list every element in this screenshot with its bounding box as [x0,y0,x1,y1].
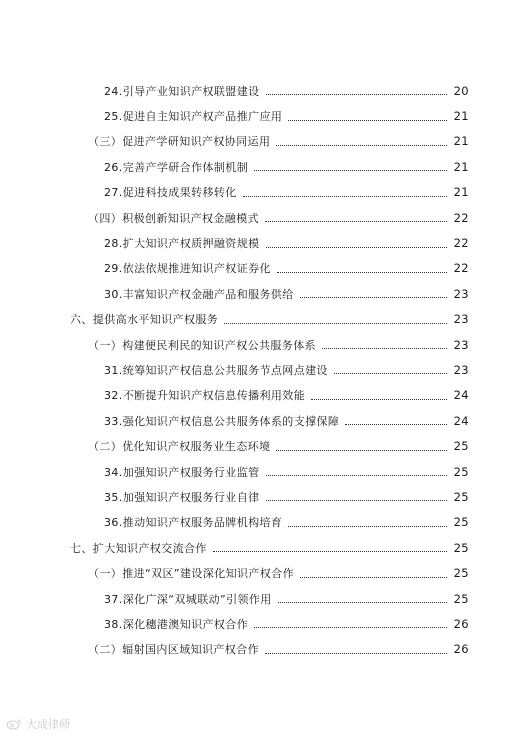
toc-entry-page-number: 25 [453,540,469,555]
watermark [6,716,70,732]
toc-dot-leader [266,499,448,501]
toc-entry[interactable] [0,535,522,560]
toc-dot-leader [345,423,447,425]
toc-dot-leader [300,576,447,578]
toc-entry-title: 31.统筹知识产权信息公共服务节点网点建设 [104,363,328,377]
toc-entry-title: 27.促进科技成果转移转化 [104,186,237,200]
toc-entry[interactable] [0,611,522,636]
toc-entry[interactable] [0,637,522,662]
toc-entry[interactable] [0,484,522,509]
toc-entry-page-number: 21 [453,185,469,200]
watermark-text: 大成律师 [26,718,70,731]
toc-entry[interactable] [0,510,522,535]
toc-entry[interactable] [0,230,522,255]
toc-entry[interactable] [0,256,522,281]
toc-entry[interactable] [0,408,522,433]
toc-dot-leader [288,119,447,121]
toc-entry[interactable] [0,357,522,382]
toc-entry[interactable] [0,307,522,332]
toc-entry-title: 25.促进自主知识产权产品推广应用 [104,110,283,124]
toc-entry-page-number: 23 [453,286,469,301]
toc-entry[interactable] [0,154,522,179]
toc-entry-title: 30.丰富知识产权金融产品和服务供给 [104,287,294,301]
toc-entry[interactable] [0,129,522,154]
toc-entry-title: （三）促进产学研知识产权协同运用 [88,135,271,149]
toc-dot-leader [254,626,447,628]
toc-dot-leader [334,372,447,374]
toc-entry[interactable] [0,586,522,611]
table-of-contents [0,78,522,662]
toc-entry-page-number: 25 [453,464,469,479]
toc-entry-title: （二）辐射国内区域知识产权合作 [88,643,259,657]
toc-entry-page-number: 23 [453,312,469,327]
toc-entry[interactable] [0,459,522,484]
toc-entry[interactable] [0,205,522,230]
toc-entry-title: 七、扩大知识产权交流合作 [70,541,207,555]
toc-dot-leader [278,601,447,603]
toc-entry-page-number: 21 [453,159,469,174]
toc-entry-title: （二）优化知识产权服务业生态环境 [88,440,271,454]
toc-entry-title: 34.加强知识产权服务行业监管 [104,465,260,479]
toc-entry-page-number: 26 [453,616,469,631]
toc-entry[interactable] [0,103,522,128]
toc-entry[interactable] [0,383,522,408]
toc-entry-title: 33.强化知识产权信息公共服务体系的支撑保障 [104,414,340,428]
toc-entry-page-number: 25 [453,566,469,581]
toc-entry-page-number: 21 [453,109,469,124]
toc-entry-title: 28.扩大知识产权质押融资规模 [104,237,260,251]
toc-dot-leader [288,525,447,527]
toc-entry-page-number: 24 [453,413,469,428]
toc-dot-leader [277,271,447,273]
toc-entry-page-number: 25 [453,591,469,606]
toc-entry-page-number: 25 [453,489,469,504]
weibo-icon [6,718,22,730]
toc-dot-leader [266,474,448,476]
toc-entry-page-number: 21 [453,134,469,149]
toc-entry-page-number: 25 [453,439,469,454]
toc-entry-title: （四）积极创新知识产权金融模式 [88,211,259,225]
toc-dot-leader [243,195,447,197]
toc-entry[interactable] [0,560,522,585]
toc-entry-title: 六、提供高水平知识产权服务 [70,313,219,327]
toc-entry-title: （一）构建便民利民的知识产权公共服务体系 [88,338,316,352]
toc-entry-title: 29.依法依规推进知识产权证券化 [104,262,271,276]
toc-dot-leader [224,322,447,324]
toc-entry-title: 35.加强知识产权服务行业自律 [104,490,260,504]
toc-dot-leader [213,550,447,552]
toc-entry-title: 26.完善产学研合作体制机制 [104,160,249,174]
toc-dot-leader [254,169,447,171]
toc-entry[interactable] [0,332,522,357]
toc-entry-title: 37.深化广深“双城联动”引领作用 [104,592,272,606]
toc-dot-leader [276,449,447,451]
toc-dot-leader [322,347,447,349]
toc-entry-page-number: 23 [453,337,469,352]
toc-entry[interactable] [0,78,522,103]
toc-entry-page-number: 22 [453,236,469,251]
toc-entry-page-number: 24 [453,388,469,403]
toc-dot-leader [266,93,448,95]
toc-dot-leader [265,652,447,654]
toc-entry-title: 32.不断提升知识产权信息传播利用效能 [104,389,306,403]
toc-entry-page-number: 22 [453,261,469,276]
toc-entry-title: 24.引导产业知识产权联盟建设 [104,84,260,98]
toc-dot-leader [276,144,447,146]
toc-entry[interactable] [0,281,522,306]
toc-entry-title: 38.深化穗港澳知识产权合作 [104,617,249,631]
toc-dot-leader [265,220,447,222]
toc-entry-page-number: 25 [453,515,469,530]
toc-entry-page-number: 20 [453,83,469,98]
toc-entry-page-number: 26 [453,642,469,657]
toc-entry-page-number: 22 [453,210,469,225]
toc-entry[interactable] [0,180,522,205]
toc-dot-leader [266,246,448,248]
toc-entry[interactable] [0,433,522,458]
toc-entry-title: 36.推动知识产权服务品牌机构培育 [104,516,283,530]
toc-entry-title: （一）推进“双区”建设深化知识产权合作 [88,567,294,581]
toc-dot-leader [300,296,447,298]
toc-entry-page-number: 23 [453,362,469,377]
toc-dot-leader [311,398,447,400]
